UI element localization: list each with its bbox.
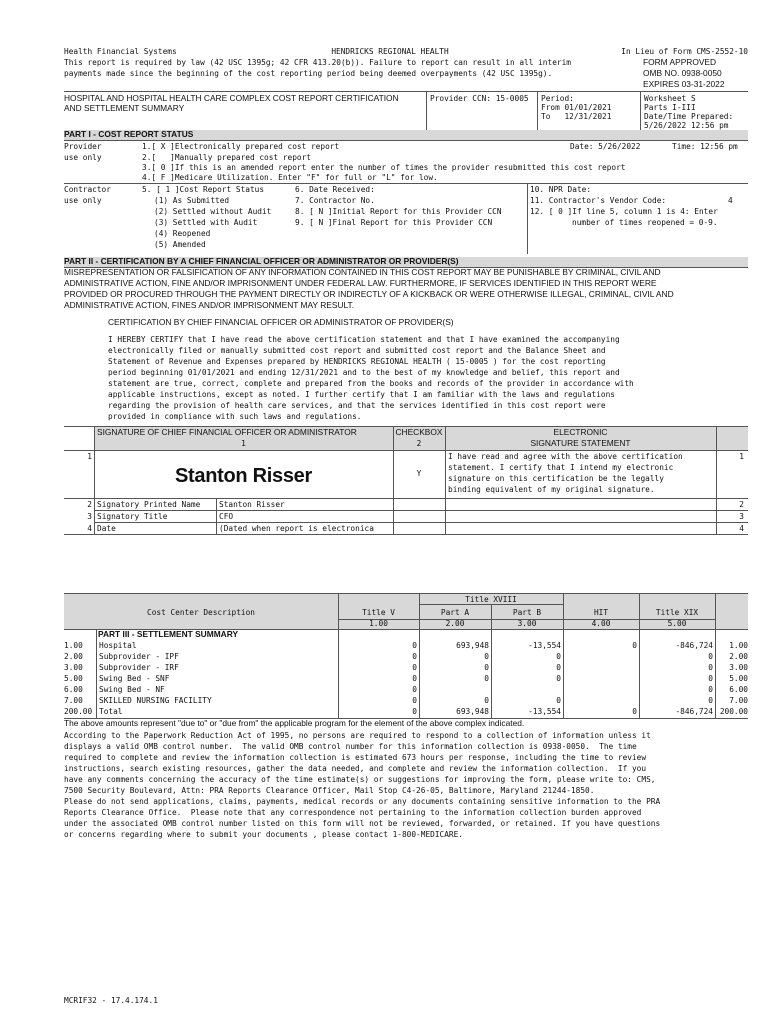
statement-line3: signature on this certification be the legally <box>448 474 664 483</box>
row-title-xix: 0 <box>708 652 713 661</box>
statement-line4: binding equivalent of my original signature. <box>448 485 655 494</box>
provider-use-label1: Provider <box>64 142 102 151</box>
row-title-xix: 0 <box>708 674 713 683</box>
worksheet-parts: Parts I-III <box>644 103 696 112</box>
row-part-b: -13,554 <box>528 641 561 650</box>
signature-image: Stanton Risser <box>175 465 312 487</box>
form-approved: FORM APPROVED <box>643 57 717 67</box>
sig-col3-header2: SIGNATURE STATEMENT <box>530 438 631 448</box>
row-part-b: 0 <box>556 652 561 661</box>
row-part-b: -13,554 <box>528 707 561 716</box>
row-line-number: 3.00 <box>64 663 83 672</box>
period-label: Period: <box>541 94 574 103</box>
row-line-number-right: 3.00 <box>729 663 748 672</box>
sig-row1-right: 1 <box>739 452 744 461</box>
omb-expires: EXPIRES 03-31-2022 <box>643 79 725 89</box>
sig-row1-num: 1 <box>87 452 92 461</box>
row-description: Swing Bed - NF <box>99 685 165 694</box>
signatory-title-value: CFO <box>219 512 234 521</box>
paperwork-line4: instructions, search existing resources, gather the data needed, and complete and review the information collection. If you <box>64 764 647 773</box>
row-part-b: 0 <box>556 663 561 672</box>
row-line-number-right: 1.00 <box>729 641 748 650</box>
status-opt4: (4) Reopened <box>154 229 211 238</box>
title-xix-header: Title XIX <box>655 608 699 617</box>
printed-name-value: Stanton Risser <box>219 500 285 509</box>
cert-text-1: I HEREBY CERTIFY that I have read the above certification statement and that I have examined the accompanying <box>108 335 620 344</box>
row-line-number-right: 6.00 <box>729 685 748 694</box>
checkbox-value: Y <box>416 469 422 478</box>
paperwork-line10: or concerns regarding where to submit your documents , please contact 1-800-MEDICARE. <box>64 830 464 839</box>
sig-row4-right: 4 <box>739 524 744 533</box>
row-line-number-right: 200.00 <box>719 707 748 716</box>
worksheet-label: Worksheet S <box>644 94 696 103</box>
hit-colnum: 4.00 <box>591 619 611 628</box>
settlement-footnote: The above amounts represent "due to" or "due from" the applicable program for the element of the above complex indicated. <box>64 718 525 728</box>
report-title: HOSPITAL AND HOSPITAL HEALTH CARE COMPLEX COST REPORT CERTIFICATION <box>64 93 399 103</box>
paperwork-line8: Reports Clearance Office. Please note that any correspondence not pertaining to the information collection burden approved <box>64 808 642 817</box>
cert-text-8: provided in compliance with such laws and regulations. <box>108 412 362 421</box>
part1-time: Time: 12:56 pm <box>672 142 738 151</box>
part1-heading: PART I - COST REPORT STATUS <box>64 129 194 139</box>
part3-heading: PART III - SETTLEMENT SUMMARY <box>98 629 239 639</box>
header-org: Health Financial Systems <box>64 47 177 56</box>
row-title-xix: 0 <box>708 663 713 672</box>
sig-row2-num: 2 <box>87 500 92 509</box>
sig-col2-header: CHECKBOX <box>395 427 443 437</box>
part-a-header: Part A <box>440 608 470 617</box>
header-provider-name: HENDRICKS REGIONAL HEALTH <box>331 47 449 56</box>
part2-heading: PART II - CERTIFICATION BY A CHIEF FINANCIAL OFFICER OR ADMINISTRATOR OR PROVIDER(S) <box>64 256 459 266</box>
row-title-xix: -846,724 <box>675 641 713 650</box>
row-title-xix: -846,724 <box>675 707 713 716</box>
part-b-header: Part B <box>512 608 542 617</box>
row-line-number: 1.00 <box>64 641 83 650</box>
npr-date: 10. NPR Date: <box>530 185 592 194</box>
warning-line4: ADMINISTRATIVE ACTION, FINES AND/OR IMPRISONMENT MAY RESULT. <box>64 300 355 310</box>
row-title-v: 0 <box>412 674 417 683</box>
row-part-a: 693,948 <box>456 707 489 716</box>
sig-col2-num: 2 <box>416 439 422 448</box>
row-description: SKILLED NURSING FACILITY <box>99 696 212 705</box>
paperwork-line5: have any comments concerning the accuracy of the time estimate(s) or suggestions for improving the form, please write to: CMS, <box>64 775 656 784</box>
title-v-colnum: 1.00 <box>369 619 388 628</box>
hit-header: HIT <box>593 608 609 617</box>
status-opt5: (5) Amended <box>154 240 206 249</box>
row-part-a: 0 <box>484 663 489 672</box>
reopened-line: 12. [ 0 ]If line 5, column 1 is 4: Enter <box>530 207 718 216</box>
cert-title: CERTIFICATION BY CHIEF FINANCIAL OFFICER OR ADMINISTRATOR OF PROVIDER(S) <box>108 317 454 327</box>
final-report: 9. [ N ]Final Report for this Provider CCN <box>295 218 493 227</box>
row-title-xix: 0 <box>708 696 713 705</box>
provider-ccn: Provider CCN: 15-0005 <box>430 94 529 103</box>
period-to: To 12/31/2021 <box>541 112 612 121</box>
title-xviii-header: Title XVIII <box>465 595 517 604</box>
vendor-code-value: 4 <box>728 196 733 205</box>
part1-line3: 3.[ 0 ]If this is an amended report enter the number of times the provider resubmitted this cost report <box>142 163 626 172</box>
row-part-a: 0 <box>484 652 489 661</box>
row-description: Subprovider - IPF <box>99 652 179 661</box>
omb-number: OMB NO. 0938-0050 <box>643 68 722 78</box>
row-part-a: 0 <box>484 674 489 683</box>
paperwork-line1: According to the Paperwork Reduction Act of 1995, no persons are required to respond to a collection of information unless it <box>64 731 651 740</box>
sig-row3-num: 3 <box>87 512 92 521</box>
date-received: 6. Date Received: <box>295 185 375 194</box>
row-part-a: 0 <box>484 696 489 705</box>
status-opt1: (1) As Submitted <box>154 196 230 205</box>
provider-use-label2: use only <box>64 153 102 162</box>
part-a-colnum: 2.00 <box>445 619 465 628</box>
paperwork-line7: Please do not send applications, claims, payments, medical records or any documents containing sensitive information to the PRA <box>64 797 661 806</box>
sig-row4-num: 4 <box>87 524 92 533</box>
sig-col3-header1: ELECTRONIC <box>553 427 608 437</box>
cost-center-header: Cost Center Description <box>147 608 255 617</box>
row-line-number: 7.00 <box>64 696 83 705</box>
header-notice-line1: This report is required by law (42 USC 1395g; 42 CFR 413.20(b)). Failure to report can result in all interim <box>64 58 571 67</box>
row-hit: 0 <box>632 641 637 650</box>
row-line-number: 5.00 <box>64 674 83 683</box>
row-description: Subprovider - IRF <box>99 663 179 672</box>
title-v-header: Title V <box>362 608 395 617</box>
row-title-xix: 0 <box>708 685 713 694</box>
row-line-number-right: 5.00 <box>729 674 748 683</box>
row-title-v: 0 <box>412 685 417 694</box>
sig-row3-right: 3 <box>739 512 744 521</box>
cert-text-5: statement are true, correct, complete and prepared from the books and records of the provider in accordance with <box>108 379 634 388</box>
part-b-colnum: 3.00 <box>517 619 537 628</box>
cert-text-3: Statement of Revenue and Expenses prepared by HENDRICKS REGIONAL HEALTH ( 15-0005 ) for the cost reporting <box>108 357 606 366</box>
row-description: Swing Bed - SNF <box>99 674 170 683</box>
row-description: Hospital <box>99 641 137 650</box>
row-line-number-right: 2.00 <box>729 652 748 661</box>
report-subtitle: AND SETTLEMENT SUMMARY <box>64 103 185 113</box>
reopened-cont: number of times reopened = 0-9. <box>572 218 718 227</box>
row-part-b: 0 <box>556 696 561 705</box>
cert-text-4: period beginning 01/01/2021 and ending 12/31/2021 and to the best of my knowledge and belief, this report and <box>108 368 620 377</box>
row-line-number-right: 7.00 <box>729 696 748 705</box>
header-notice-line2: payments made since the beginning of the cost reporting period being deemed overpayments (42 USC 1395g). <box>64 69 553 78</box>
title-xix-colnum: 5.00 <box>667 619 687 628</box>
row-part-a: 693,948 <box>456 641 489 650</box>
warning-line1: MISREPRESENTATION OR FALSIFICATION OF ANY INFORMATION CONTAINED IN THIS COST REPORT MAY BE PUNISHABLE BY CRIMINAL, CIVIL AND <box>64 267 661 277</box>
cert-text-2: electronically filed or manually submitted cost report and submitted cost report and the Balance Sheet and <box>108 346 606 355</box>
row-hit: 0 <box>632 707 637 716</box>
part1-line4: 4.[ F ]Medicare Utilization. Enter "F" for full or "L" for low. <box>142 173 438 182</box>
row-title-v: 0 <box>412 707 417 716</box>
part1-line2: 2.[ ]Manually prepared cost report <box>142 153 311 162</box>
contractor-use-label1: Contractor <box>64 185 111 194</box>
paperwork-line2: displays a valid OMB control number. The valid OMB control number for this information collection is 0938-0050. The time <box>64 742 637 751</box>
row-line-number: 200.00 <box>64 707 93 716</box>
cert-text-7: regarding the provision of health care services, and that the services identified in this cost report were <box>108 401 606 410</box>
footer-version: MCRIF32 - 17.4.174.1 <box>64 996 158 1005</box>
warning-line2: ADMINISTRATIVE ACTION, FINE AND/OR IMPRISONMENT UNDER FEDERAL LAW. FURTHERMORE, IF SERVICES IDENTIFIED IN THIS REPORT WERE <box>64 278 657 288</box>
row-title-v: 0 <box>412 641 417 650</box>
row-title-v: 0 <box>412 652 417 661</box>
part1-line1: 1.[ X ]Electronically prepared cost report <box>142 142 340 151</box>
sig-row2-right: 2 <box>739 500 744 509</box>
status-line5: 5. [ 1 ]Cost Report Status <box>142 185 265 194</box>
prepared-value: 5/26/2022 12:56 pm <box>644 121 729 130</box>
prepared-label: Date/Time Prepared: <box>644 112 734 121</box>
row-line-number: 2.00 <box>64 652 83 661</box>
statement-line1: I have read and agree with the above certification <box>448 452 683 461</box>
contractor-use-label2: use only <box>64 196 102 205</box>
paperwork-line3: required to complete and review the information collection is estimated 673 hours per response, including the time to review <box>64 753 647 762</box>
paperwork-line6: 7500 Security Boulevard, Attn: PRA Reports Clearance Officer, Mail Stop C4-26-05, Baltimore, Maryland 21244-1850. <box>64 786 595 795</box>
sig-col1-header: SIGNATURE OF CHIEF FINANCIAL OFFICER OR ADMINISTRATOR <box>97 427 357 437</box>
paperwork-line9: under the associated OMB control number listed on this form will not be reviewed, forwarded, or retained. If you have questions <box>64 819 661 828</box>
row-description: Total <box>99 707 123 716</box>
date-value: (Dated when report is electronica <box>219 524 374 533</box>
header-form-name: In Lieu of Form CMS-2552-10 <box>621 47 748 56</box>
row-title-v: 0 <box>412 663 417 672</box>
initial-report: 8. [ N ]Initial Report for this Provider CCN <box>295 207 502 216</box>
row-title-v: 0 <box>412 696 417 705</box>
sig-col1-num: 1 <box>241 439 246 448</box>
row-line-number: 6.00 <box>64 685 83 694</box>
row-part-b: 0 <box>556 674 561 683</box>
status-opt2: (2) Settled without Audit <box>154 207 272 216</box>
vendor-code: 11. Contractor's Vendor Code: <box>530 196 667 205</box>
status-opt3: (3) Settled with Audit <box>154 218 258 227</box>
warning-line3: PROVIDED OR PROCURED THROUGH THE PAYMENT DIRECTLY OR INDIRECTLY OF A KICKBACK OR WERE OTHERWISE ILLEGAL, CRIMINAL, CIVIL AND <box>64 289 674 299</box>
statement-line2: statement. I certify that I intend my electronic <box>448 463 674 472</box>
cert-text-6: applicable instructions, except as noted. I further certify that I am familiar with the laws and regulations <box>108 390 615 399</box>
signatory-title-label: Signatory Title <box>97 512 168 521</box>
contractor-no: 7. Contractor No. <box>295 196 375 205</box>
printed-name-label: Signatory Printed Name <box>97 500 201 509</box>
period-from: From 01/01/2021 <box>541 103 612 112</box>
date-label: Date <box>97 524 116 533</box>
part1-date: Date: 5/26/2022 <box>570 142 641 151</box>
